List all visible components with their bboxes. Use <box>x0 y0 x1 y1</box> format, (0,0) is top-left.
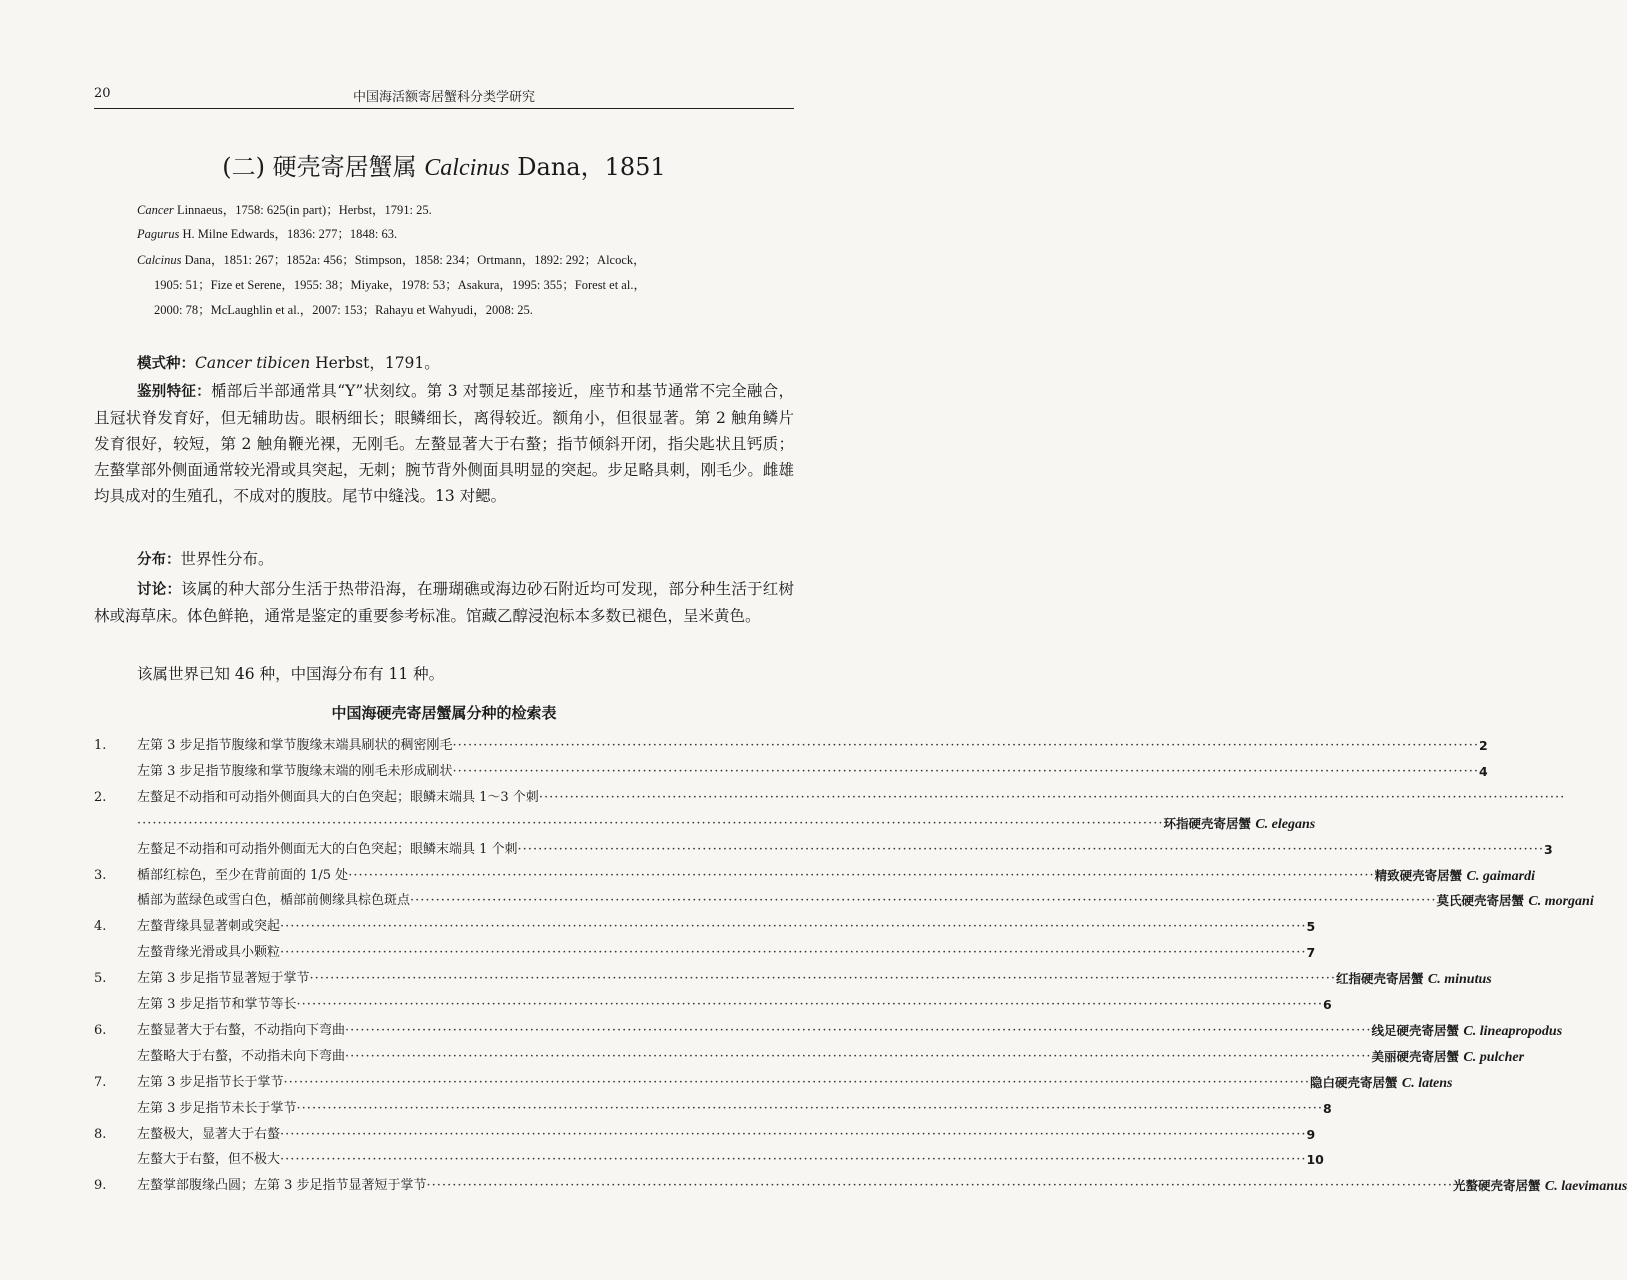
key-result <box>1306 1123 1315 1148</box>
key-leader-dots: ········································································································································································································ <box>283 1074 1311 1090</box>
key-character-text: 左螯足不动指和可动指外侧面具大的白色突起；眼鳞末端具 1～3 个刺 <box>137 789 539 805</box>
key-leader-dots: ········································································································································································································ <box>345 1022 1372 1038</box>
key-line <box>137 1123 1316 1148</box>
key-result <box>1453 1174 1627 1199</box>
synonym-text: Dana，1851: 267；1852a: 456；Stimpson，1858: 234；Ortmann，1892: 292；Alcock， <box>184 253 646 267</box>
distribution-text: 世界性分布。 <box>180 550 274 568</box>
title-genus: Calcinus <box>424 155 510 181</box>
key-row <box>94 993 1332 1017</box>
key-line <box>137 941 1316 966</box>
title-prefix: (二) 硬壳寄居蟹属 <box>222 153 417 181</box>
key-result-species-cn: 隐白硬壳寄居蟹 <box>1310 1074 1398 1090</box>
key-line <box>137 1071 1453 1096</box>
key-result <box>1306 941 1315 966</box>
key-couplet-number: 7. <box>94 1074 107 1090</box>
key-character-text: 左螯极大，显著大于右螯 <box>137 1126 281 1142</box>
key-result-couplet: 8 <box>1323 1100 1332 1116</box>
key-couplet-number: 1. <box>94 738 107 753</box>
distribution-label: 分布： <box>137 552 181 568</box>
diagnosis-text: 楯部后半部通常具“Y”状刻纹。第 3 对颚足基部接近，座节和基节通常不完全融合，且冠状脊发育好，但无辅助齿。眼柄细长；眼鳞细长，离得较近。额角小，但很显著。第 2 触角鳞片发育很好，较短，第 2 触角鞭光裸，无刚毛。左螯显著大于右螯；指节倾斜开闭，指尖匙状且钙质；左螯掌部外侧面通常较光滑或具突起，无刺；腕节背外侧面具明显的突起。步足略具刺，刚毛少。雌雄均具成对的生殖孔，不成对的腹肢。尾节中缝浅。13 对鳃。 <box>94 382 794 505</box>
key-result-species-cn: 环指硬壳寄居蟹 <box>1163 815 1251 831</box>
key-line <box>137 915 1316 940</box>
key-line <box>137 838 1553 863</box>
key-result-species-sci: C. pulcher <box>1463 1049 1525 1065</box>
key-leader-dots: ········································································································································································································ <box>426 1178 1454 1194</box>
key-leader-dots: ········································································································································································································ <box>280 919 1307 935</box>
running-title: 中国海活额寄居蟹科分类学研究 <box>352 90 535 105</box>
key-leader-dots: ········································································································································································································ <box>296 997 1324 1012</box>
key-row <box>94 1123 1316 1147</box>
key-character-text: 左螯掌部腹缘凸圆；左第 3 步足指节显著短于掌节 <box>137 1178 427 1194</box>
synonym-name: Cancer <box>137 203 174 217</box>
key-character-text: 左第 3 步足指节和掌节等长 <box>137 997 297 1012</box>
discussion-paragraph <box>94 576 794 629</box>
type-species-label: 模式种： <box>137 356 195 372</box>
distribution <box>137 546 797 573</box>
key-line <box>137 1148 1324 1173</box>
synonym-entry <box>137 248 797 323</box>
key-character-text: 左第 3 步足指节未长于掌节 <box>137 1100 297 1116</box>
type-species <box>137 350 797 377</box>
key-result-species-sci: C. morgani <box>1528 894 1594 910</box>
key-character-text: 楯部为蓝绿色或雪白色，楯部前侧缘具棕色斑点 <box>137 893 411 909</box>
key-character-text: 左螯大于右螯，但不极大 <box>137 1152 281 1168</box>
key-line <box>137 864 1535 889</box>
synonym-text: H. Milne Edwards，1836: 277；1848: 63. <box>182 227 398 241</box>
key-result-couplet: 7 <box>1306 945 1316 961</box>
key-leader-dots: ········································································································································································································ <box>309 971 1337 987</box>
synonym-continuation: 2000: 78；McLaughlin et al.，2007: 153；Rahayu et Wahyudi，2008: 25. <box>154 303 533 317</box>
key-row <box>94 1071 1453 1095</box>
key-result <box>1336 967 1492 992</box>
synonym-name: Calcinus <box>137 253 182 267</box>
key-leader-dots: ········································································································································································································ <box>280 1126 1307 1142</box>
key-result-species-sci: C. elegans <box>1255 816 1316 832</box>
synonym-name: Pagurus <box>137 227 180 241</box>
key-line <box>137 812 1316 837</box>
key-character-text: 左第 3 步足指节显著短于掌节 <box>137 971 310 987</box>
key-result <box>1436 889 1593 914</box>
key-line <box>137 993 1332 1018</box>
key-result-couplet: 4 <box>1479 763 1488 779</box>
key-line <box>137 1174 1627 1199</box>
key-leader-dots: ········································································································································································································ <box>348 867 1375 883</box>
synonym-entry <box>137 198 797 223</box>
key-line <box>137 786 1566 810</box>
key-couplet-number: 9. <box>94 1178 107 1194</box>
key-result-species-cn: 美丽硬壳寄居蟹 <box>1371 1048 1459 1064</box>
key-row <box>94 838 1553 862</box>
key-result <box>1306 915 1315 940</box>
key-leader-dots: ········································································································································································································ <box>517 841 1545 857</box>
key-line <box>137 1097 1332 1122</box>
key-title: 中国海硬壳寄居蟹属分种的检索表 <box>331 704 557 722</box>
key-row <box>94 915 1316 939</box>
key-character-text: 左螯足不动指和可动指外侧面无大的白色突起；眼鳞末端具 1 个刺 <box>137 841 518 857</box>
discussion-text: 该属的种大部分生活于热带沿海，在珊瑚礁或海边砂石附近均可发现，部分种生活于红树林或海草床。体色鲜艳，通常是鉴定的重要参考标准。馆藏乙醇浸泡标本多数已褪色，呈米黄色。 <box>94 580 795 625</box>
discussion-label: 讨论： <box>137 582 182 598</box>
key-leader-dots: ········································································································································································································ <box>296 1100 1324 1116</box>
key-character-text: 左第 3 步足指节腹缘和掌节腹缘末端的刚毛未形成刷状 <box>137 763 453 779</box>
key-leader-dots: ········································································································································································································ <box>137 815 1164 831</box>
key-row <box>94 1097 1332 1121</box>
key-leader-dots: ········································································································································································································ <box>280 1152 1307 1168</box>
key-row <box>94 1045 1525 1069</box>
key-character-text: 左第 3 步足指节长于掌节 <box>137 1074 284 1090</box>
key-result <box>1323 993 1332 1018</box>
key-result <box>1371 1019 1562 1044</box>
key-character-text: 左螯背缘光滑或具小颗粒 <box>137 945 281 961</box>
key-line <box>137 734 1488 759</box>
key-result-species-cn: 莫氏硬壳寄居蟹 <box>1436 893 1524 909</box>
key-character-text: 左螯略大于右螯，不动指未向下弯曲 <box>137 1048 346 1064</box>
synonym-text: Linnaeus，1758: 625(in part)；Herbst，1791: 25. <box>176 203 432 217</box>
key-result <box>1163 812 1315 837</box>
key-result <box>1323 1097 1332 1122</box>
key-result-couplet: 9 <box>1306 1126 1316 1142</box>
key-leader-dots: ········································································································································································································ <box>452 738 1480 753</box>
key-row <box>94 889 1594 913</box>
key-result-couplet: 5 <box>1306 919 1316 935</box>
key-leader-dots: ········································································································································································································ <box>280 945 1307 961</box>
key-character-text: 左第 3 步足指节腹缘和掌节腹缘末端具刷状的稠密刚毛 <box>137 738 453 753</box>
type-species-name: Cancer tibicen <box>195 354 311 372</box>
key-result-species-sci: C. gaimardi <box>1466 868 1535 884</box>
key-row <box>94 734 1488 758</box>
key-couplet-number: 4. <box>94 919 107 935</box>
synonym-entry <box>137 222 797 247</box>
key-result-species-cn: 精致硬壳寄居蟹 <box>1374 867 1463 883</box>
key-row <box>94 1174 1627 1198</box>
key-character-text: 楯部红棕色，至少在背前面的 1/5 处 <box>137 867 349 883</box>
key-row <box>94 967 1492 991</box>
key-leader-dots: ········································································································································································································ <box>410 893 1437 909</box>
key-line <box>137 967 1492 992</box>
key-result <box>1544 838 1553 863</box>
key-result-species-sci: C. lineapropodus <box>1463 1023 1563 1039</box>
key-row <box>94 786 1566 810</box>
key-character-text: 左螯显著大于右螯，不动指向下弯曲 <box>137 1022 346 1038</box>
key-result-species-cn: 光螯硬壳寄居蟹 <box>1453 1178 1541 1194</box>
key-result <box>1310 1071 1452 1096</box>
key-character-text: 左螯背缘具显著刺或突起 <box>137 919 281 935</box>
key-couplet-number: 6. <box>94 1022 107 1038</box>
key-leader-dots: ········································································································································································································ <box>345 1048 1372 1064</box>
key-line <box>137 1019 1563 1044</box>
key-result-species-cn: 红指硬壳寄居蟹 <box>1336 971 1424 987</box>
key-line <box>137 1045 1525 1070</box>
section-title <box>94 147 794 182</box>
key-row <box>94 1148 1324 1172</box>
diagnosis-label: 鉴别特征： <box>137 384 211 400</box>
key-leader-dots: ········································································································································································································ <box>538 789 1566 805</box>
key-result-species-sci: C. laevimanus <box>1544 1179 1627 1195</box>
title-author: Dana，1851 <box>517 153 666 181</box>
summary-text: 该属世界已知 46 种，中国海分布有 11 种。 <box>137 665 445 683</box>
key-result-species-sci: C. minutus <box>1427 972 1492 988</box>
diagnosis-paragraph <box>94 378 794 509</box>
type-species-author: Herbst，1791。 <box>315 354 440 372</box>
key-row <box>94 864 1535 888</box>
key-row <box>94 941 1316 965</box>
key-row <box>94 812 1316 836</box>
key-couplet-number: 3. <box>94 867 107 883</box>
key-result-couplet: 2 <box>1479 738 1488 753</box>
key-result <box>1306 1148 1323 1173</box>
key-row <box>94 760 1488 784</box>
key-couplet-number: 2. <box>94 789 107 805</box>
page-number: 20 <box>94 86 111 101</box>
key-result-species-cn: 线足硬壳寄居蟹 <box>1371 1022 1459 1038</box>
key-result <box>1375 864 1535 889</box>
key-couplet-number: 8. <box>94 1126 107 1142</box>
key-result <box>1479 760 1488 785</box>
page-header <box>94 86 794 109</box>
key-result-species-sci: C. latens <box>1401 1075 1453 1091</box>
key-row <box>94 1019 1563 1043</box>
synonym-continuation: 1905: 51；Fize et Serene，1955: 38；Miyake，1978: 53；Asakura，1995: 355；Forest et al.， <box>154 278 646 292</box>
key-result-couplet: 6 <box>1323 997 1332 1012</box>
key-line <box>137 760 1488 785</box>
key-line <box>137 889 1594 914</box>
key-result <box>1371 1045 1524 1070</box>
key-result <box>1479 734 1488 759</box>
key-result-couplet: 3 <box>1544 841 1553 857</box>
key-couplet-number: 5. <box>94 971 107 987</box>
key-leader-dots: ········································································································································································································ <box>452 763 1480 779</box>
key-result-couplet: 10 <box>1306 1152 1324 1168</box>
